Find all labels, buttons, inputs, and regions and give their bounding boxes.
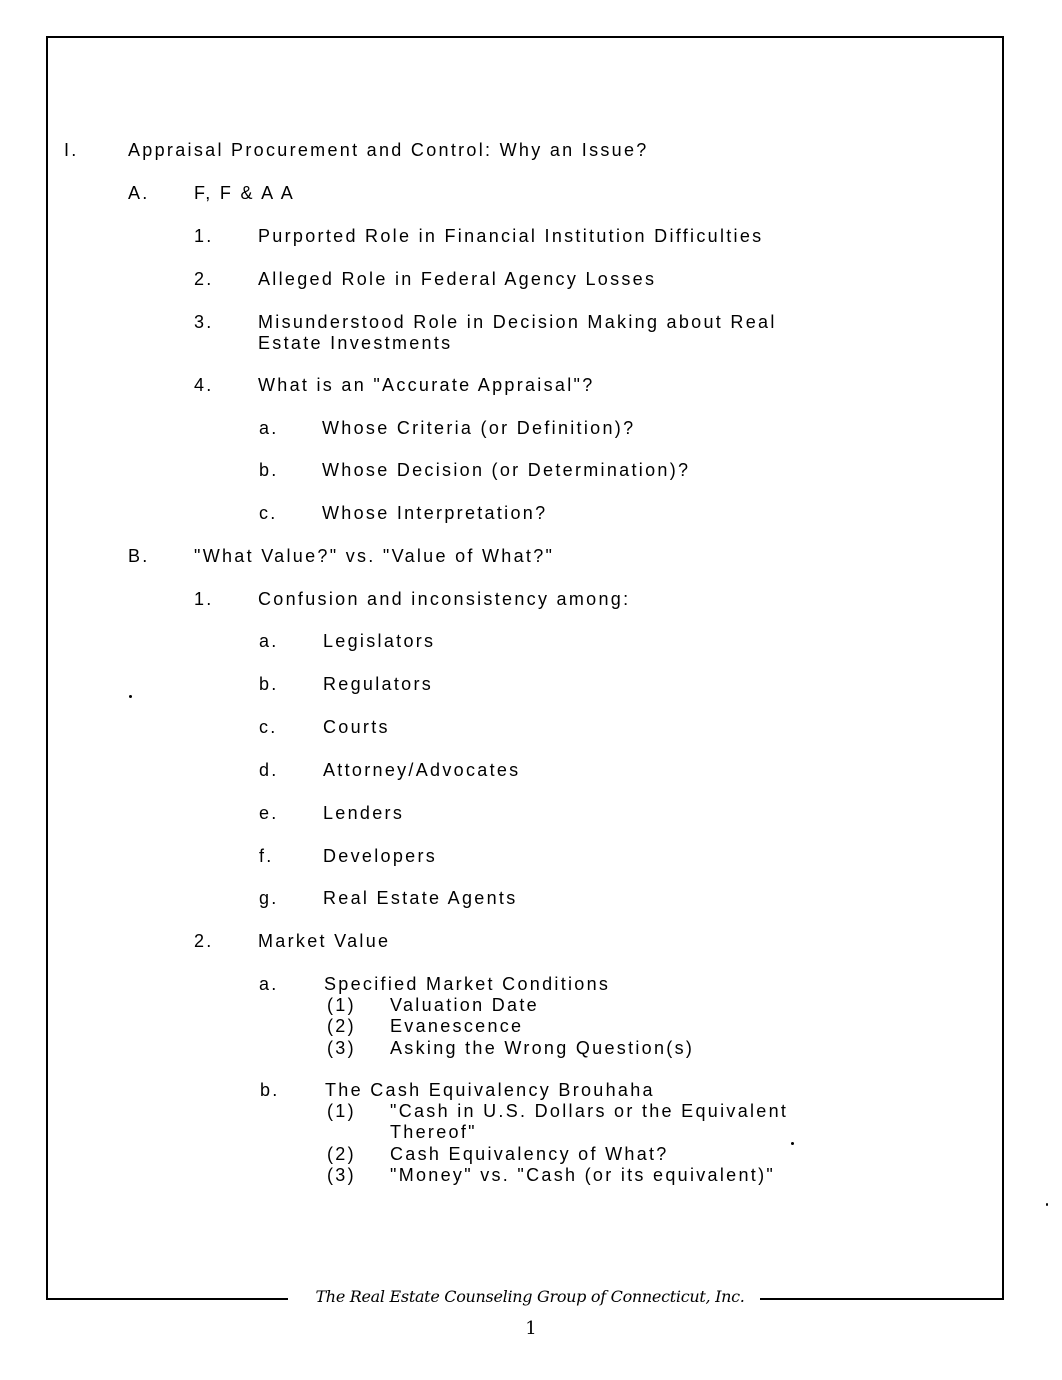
sublist-item: Attorney/Advocates (323, 760, 521, 780)
footer-organization: The Real Estate Counseling Group of Connecticut, Inc. (315, 1287, 745, 1306)
sublist-marker: a. (259, 631, 279, 651)
section-marker: I. (64, 140, 79, 160)
point-marker: (2) (327, 1144, 356, 1164)
list-marker: 1. (194, 226, 214, 246)
scan-speck (1046, 1203, 1048, 1206)
footer-rule-left (46, 1298, 288, 1300)
list-item: Market Value (258, 931, 391, 951)
sublist-item: Lenders (323, 803, 405, 823)
point-item: Cash Equivalency of What? (390, 1144, 669, 1164)
point-item-continuation: Thereof" (390, 1122, 477, 1142)
sublist-marker: e. (259, 803, 279, 823)
point-marker: (1) (327, 1101, 356, 1121)
list-item: Confusion and inconsistency among: (258, 589, 631, 609)
sublist-item: The Cash Equivalency Brouhaha (325, 1080, 655, 1100)
point-item: "Money" vs. "Cash (or its equivalent)" (390, 1165, 776, 1185)
sublist-item: Legislators (323, 631, 436, 651)
sublist-marker: c. (259, 717, 278, 737)
footer-rule-right (760, 1298, 1004, 1300)
sublist-item: Real Estate Agents (323, 888, 518, 908)
list-marker: 1. (194, 589, 214, 609)
subsection-marker: A. (128, 183, 150, 203)
point-item: Evanescence (390, 1016, 524, 1036)
point-item: Valuation Date (390, 995, 539, 1015)
point-marker: (3) (327, 1038, 356, 1058)
list-item: Alleged Role in Federal Agency Losses (258, 269, 657, 289)
sublist-marker: d. (259, 760, 279, 780)
list-item: What is an "Accurate Appraisal"? (258, 375, 595, 395)
list-item-continuation: Estate Investments (258, 333, 453, 353)
sublist-item: Whose Decision (or Determination)? (322, 460, 691, 480)
subsection-marker: B. (128, 546, 150, 566)
list-marker: 2. (194, 931, 214, 951)
list-marker: 4. (194, 375, 214, 395)
sublist-marker: g. (259, 888, 279, 908)
subsection-title: F, F & A A (194, 183, 296, 203)
sublist-marker: c. (259, 503, 278, 523)
sublist-marker: b. (260, 1080, 280, 1100)
list-marker: 2. (194, 269, 214, 289)
subsection-title: "What Value?" vs. "Value of What?" (194, 546, 555, 566)
sublist-marker: f. (259, 846, 274, 866)
sublist-item: Specified Market Conditions (324, 974, 611, 994)
point-marker: (3) (327, 1165, 356, 1185)
page-number: 1 (525, 1318, 537, 1339)
sublist-item: Whose Criteria (or Definition)? (322, 418, 636, 438)
sublist-marker: a. (259, 418, 279, 438)
sublist-marker: a. (259, 974, 279, 994)
sublist-item: Whose Interpretation? (322, 503, 548, 523)
list-item: Misunderstood Role in Decision Making about Real (258, 312, 777, 332)
point-item: "Cash in U.S. Dollars or the Equivalent (390, 1101, 789, 1121)
point-item: Asking the Wrong Question(s) (390, 1038, 695, 1058)
list-marker: 3. (194, 312, 214, 332)
sublist-marker: b. (259, 460, 279, 480)
section-title: Appraisal Procurement and Control: Why an Issue? (128, 140, 649, 160)
sublist-item: Developers (323, 846, 438, 866)
sublist-item: Regulators (323, 674, 434, 694)
list-item: Purported Role in Financial Institution Difficulties (258, 226, 764, 246)
point-marker: (1) (327, 995, 356, 1015)
sublist-item: Courts (323, 717, 390, 737)
scan-speck (129, 695, 132, 698)
point-marker: (2) (327, 1016, 356, 1036)
sublist-marker: b. (259, 674, 279, 694)
scan-speck (791, 1142, 794, 1145)
